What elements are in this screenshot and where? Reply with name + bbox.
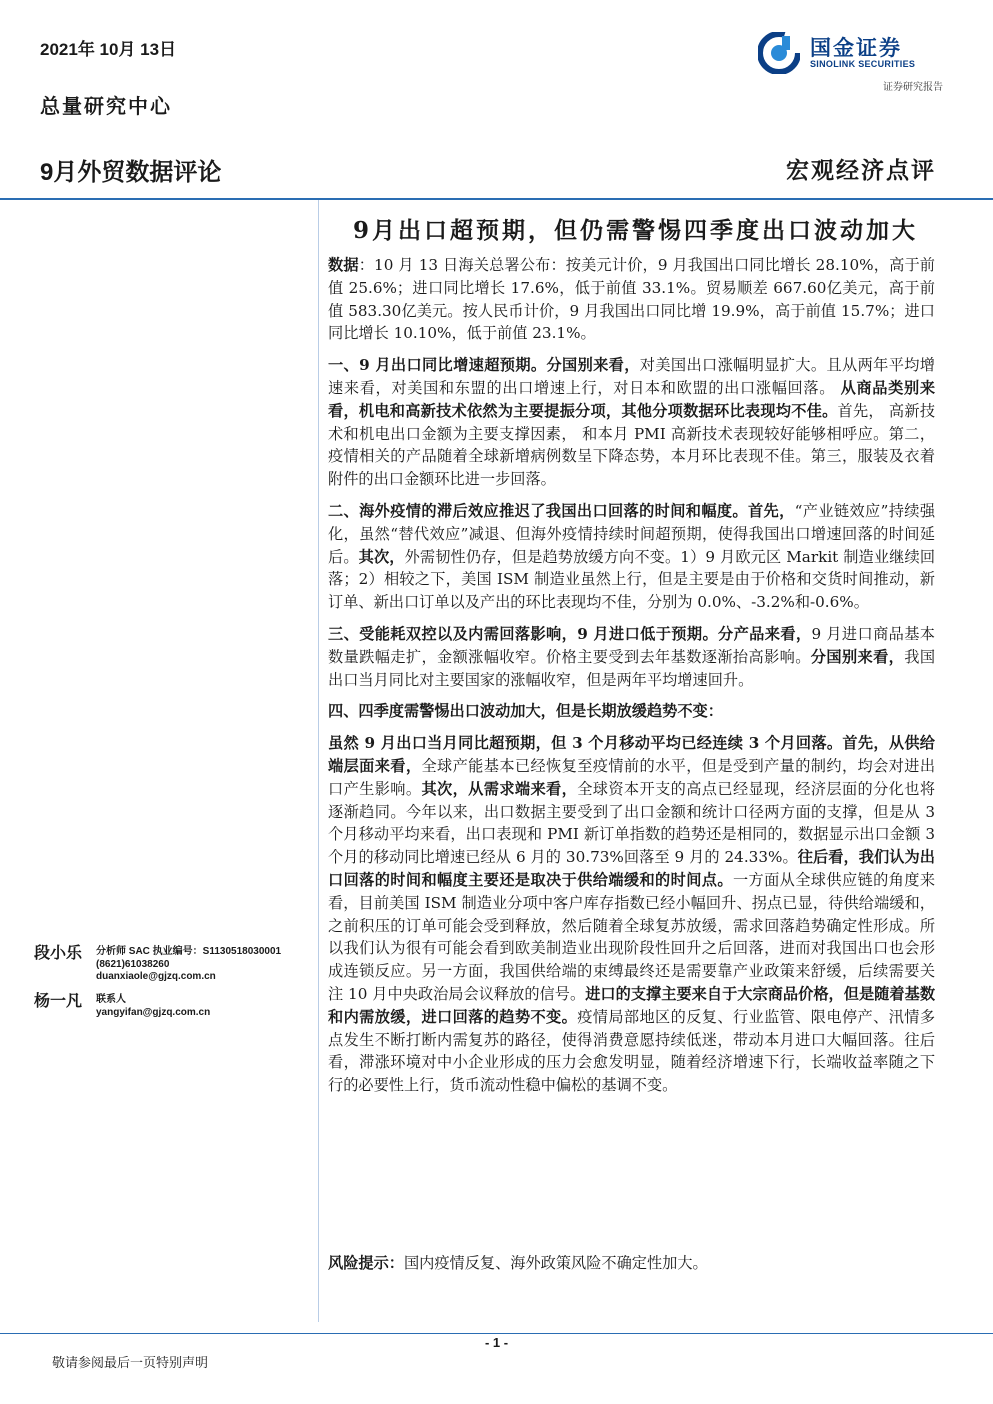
section-2-emphasis: 其次， bbox=[358, 547, 405, 566]
author-1-name: 段小乐 bbox=[34, 943, 83, 962]
section-2-text-2: 外需韧性仍存，但是趋势放缓方向不变。1）9 月欧元区 Markit 制造业继续回落；2）相较之下，美国 ISM 制造业虽然上行，但是主要是由于价格和交货时间推动，新订单、新出口订单以及产出的环比表现均不佳，分别为 0.0%、-3.2%和-0.6%。 bbox=[328, 547, 936, 612]
section-2-paragraph bbox=[328, 500, 935, 614]
section-1-heading: 一、9 月出口同比增速超预期。分国别来看， bbox=[328, 356, 640, 375]
outlook-paragraph bbox=[328, 732, 935, 1097]
data-label: 数据 bbox=[328, 256, 359, 274]
logo-english-text: SINOLINK SECURITIES bbox=[810, 59, 916, 69]
report-type: 证券研究报告 bbox=[883, 82, 943, 93]
report-title: 9月外贸数据评论 bbox=[40, 159, 222, 186]
author-2-role: 联系人 bbox=[96, 994, 126, 1005]
section-3-emphasis: 分国别来看， bbox=[810, 647, 905, 666]
risk-label: 风险提示： bbox=[328, 1254, 404, 1272]
outlook-emphasis-2: 其次，从需求端来看， bbox=[421, 779, 578, 798]
author-2-name: 杨一凡 bbox=[34, 991, 83, 1010]
sinolink-logo-icon bbox=[758, 32, 800, 74]
data-paragraph bbox=[328, 254, 935, 345]
footer-disclaimer: 敬请参阅最后一页特别声明 bbox=[52, 1356, 209, 1371]
author-1-info bbox=[96, 946, 281, 984]
data-text: ：10 月 13 日海关总署公布：按美元计价，9 月我国出口同比增长 28.10%，高于前值 25.6%；进口同比增长 17.6%，低于前值 33.1%。贸易顺差 667.60亿美元，高于前值 583.30亿美元。按人民币计价，9 月我国出口同比增 19.9%，高于前值 15.7%；进口同比增长 10.10%，低于前值 23.1%。 bbox=[328, 256, 935, 343]
section-1-text-2: 首先， 高新技术和机电出口金额为主要支撑因素， 和本月 PMI 高新技术表现较好能够相呼应。第二，疫情相关的产品随着全球新增病例数呈下降态势，本月环比表现不佳。第三，服装及衣着附件的出口金额环比进一步回落。 bbox=[328, 401, 936, 489]
risk-note bbox=[328, 1252, 935, 1274]
column-divider bbox=[318, 200, 319, 1322]
author-1-role: 分析师 SAC 执业编号：S1130518030001 bbox=[96, 946, 282, 957]
headline: 9月出口超预期，但仍需警惕四季度出口波动加大 bbox=[352, 217, 918, 244]
outlook-text-1: 全球产能基本已经恢复至疫情前的水平，但是受到产量的制约，均会对进出口产生影响。 bbox=[328, 756, 936, 798]
risk-text: 国内疫情反复、海外政策风险不确定性加大。 bbox=[403, 1254, 708, 1272]
logo-chinese-text: 国金证券 bbox=[810, 37, 902, 60]
research-center: 总量研究中心 bbox=[40, 94, 172, 118]
report-category: 宏观经济点评 bbox=[786, 157, 936, 184]
report-date: 2021年 10月 13日 bbox=[40, 40, 177, 59]
section-1-emphasis: 从商品类别来看，机电和高新技术依然为主要提振分项，其他分项数据环比表现均不佳。 bbox=[328, 378, 936, 420]
outlook-emphasis-3: 往后看，我们认为出口回落的时间和幅度主要还是取决于供给端缓和的时间点。 bbox=[328, 848, 935, 889]
section-2-text: “产业链效应”持续强化，虽然“替代效应”减退、但海外疫情持续时间超预期，使得我国出口增速回落的时间延后。 bbox=[328, 501, 936, 566]
outlook-emphasis-4: 进口的支撑主要来自于大宗商品价格，但是随着基数和内需放缓，进口回落的趋势不变。 bbox=[328, 984, 936, 1026]
company-logo bbox=[758, 30, 948, 78]
section-1-paragraph bbox=[328, 354, 935, 491]
section-4-heading-text: 四、四季度需警惕出口波动加大，但是长期放缓趋势不变： bbox=[328, 702, 723, 721]
section-3-text: 9 月进口商品基本数量跌幅走扩，金额涨幅收窄。价格主要受到去年基数逐渐抬高影响。 bbox=[328, 624, 935, 666]
section-2-heading: 二、海外疫情的滞后效应推迟了我国出口回落的时间和幅度。首先， bbox=[328, 501, 795, 520]
header-divider bbox=[0, 198, 993, 200]
section-3-heading: 三、受能耗双控以及内需回落影响，9 月进口低于预期。分产品来看， bbox=[328, 624, 812, 643]
footer-divider bbox=[0, 1333, 993, 1334]
section-4-heading bbox=[328, 700, 935, 723]
outlook-text-3: 一方面从全球供应链的角度来看，目前美国 ISM 制造业分项中客户库存指数已经小幅回升、拐点已显，待供给端缓和，之前积压的订单可能会受到释放，然后随着全球复苏放缓，需求回落趋势确定性形成。所以我们认为很有可能会看到欧美制造业出现阶段性回升之后回落，进而对我国出口也会形成连锁反应。另一方面，我国供给端的束缚最终还是需要靠产业政策来舒缓，后续需要关注 10 月中央政治局会议释放的信号。 bbox=[328, 870, 936, 1003]
outlook-text-2: 全球资本开支的高点已经显现，经济层面的分化也将逐渐趋同。今年以来，出口数据主要受到了出口金额和统计口径两方面的支撑，但是从 3 个月移动平均来看，出口表现和 PMI 新订单指数的趋势还是相同的，数据显示出口金额 3 个月的移动同比增速已经从 6 月的 30.73%回落至 9 月的 24.33%。 bbox=[328, 779, 936, 867]
author-1-phone: (8621)61038260 bbox=[96, 958, 170, 970]
author-2-email[interactable]: yangyifan@gjzq.com.cn bbox=[96, 1006, 211, 1018]
author-2-info bbox=[96, 994, 210, 1019]
outlook-text-4: 疫情局部地区的反复、行业监管、限电停产、汛情多点发生不断打断内需复苏的路径，使得消费意愿持续低迷，带动本月进口大幅回落。往后看，滞涨环境对中小企业形成的压力会愈发明显，随着经济增速下行，长端收益率随之下行的必要性上行，货币流动性稳中偏松的基调不变。 bbox=[328, 1007, 936, 1095]
author-1-email[interactable]: duanxiaole@gjzq.com.cn bbox=[96, 971, 216, 982]
section-3-text-2: 我国出口当月同比对主要国家的涨幅收窄，但是两年平均增速回升。 bbox=[328, 647, 936, 689]
section-3-paragraph bbox=[328, 623, 935, 691]
main-content bbox=[328, 254, 935, 1106]
outlook-emphasis-1: 虽然 9 月出口当月同比超预期，但 3 个月移动平均已经连续 3 个月回落。首先，从供给端层面来看， bbox=[328, 734, 935, 775]
section-1-text: 对美国出口涨幅明显扩大。且从两年平均增速来看，对美国和东盟的出口增速上行，对日本和欧盟的出口涨幅回落。 bbox=[328, 356, 935, 397]
page-number: - 1 - bbox=[484, 1335, 509, 1350]
